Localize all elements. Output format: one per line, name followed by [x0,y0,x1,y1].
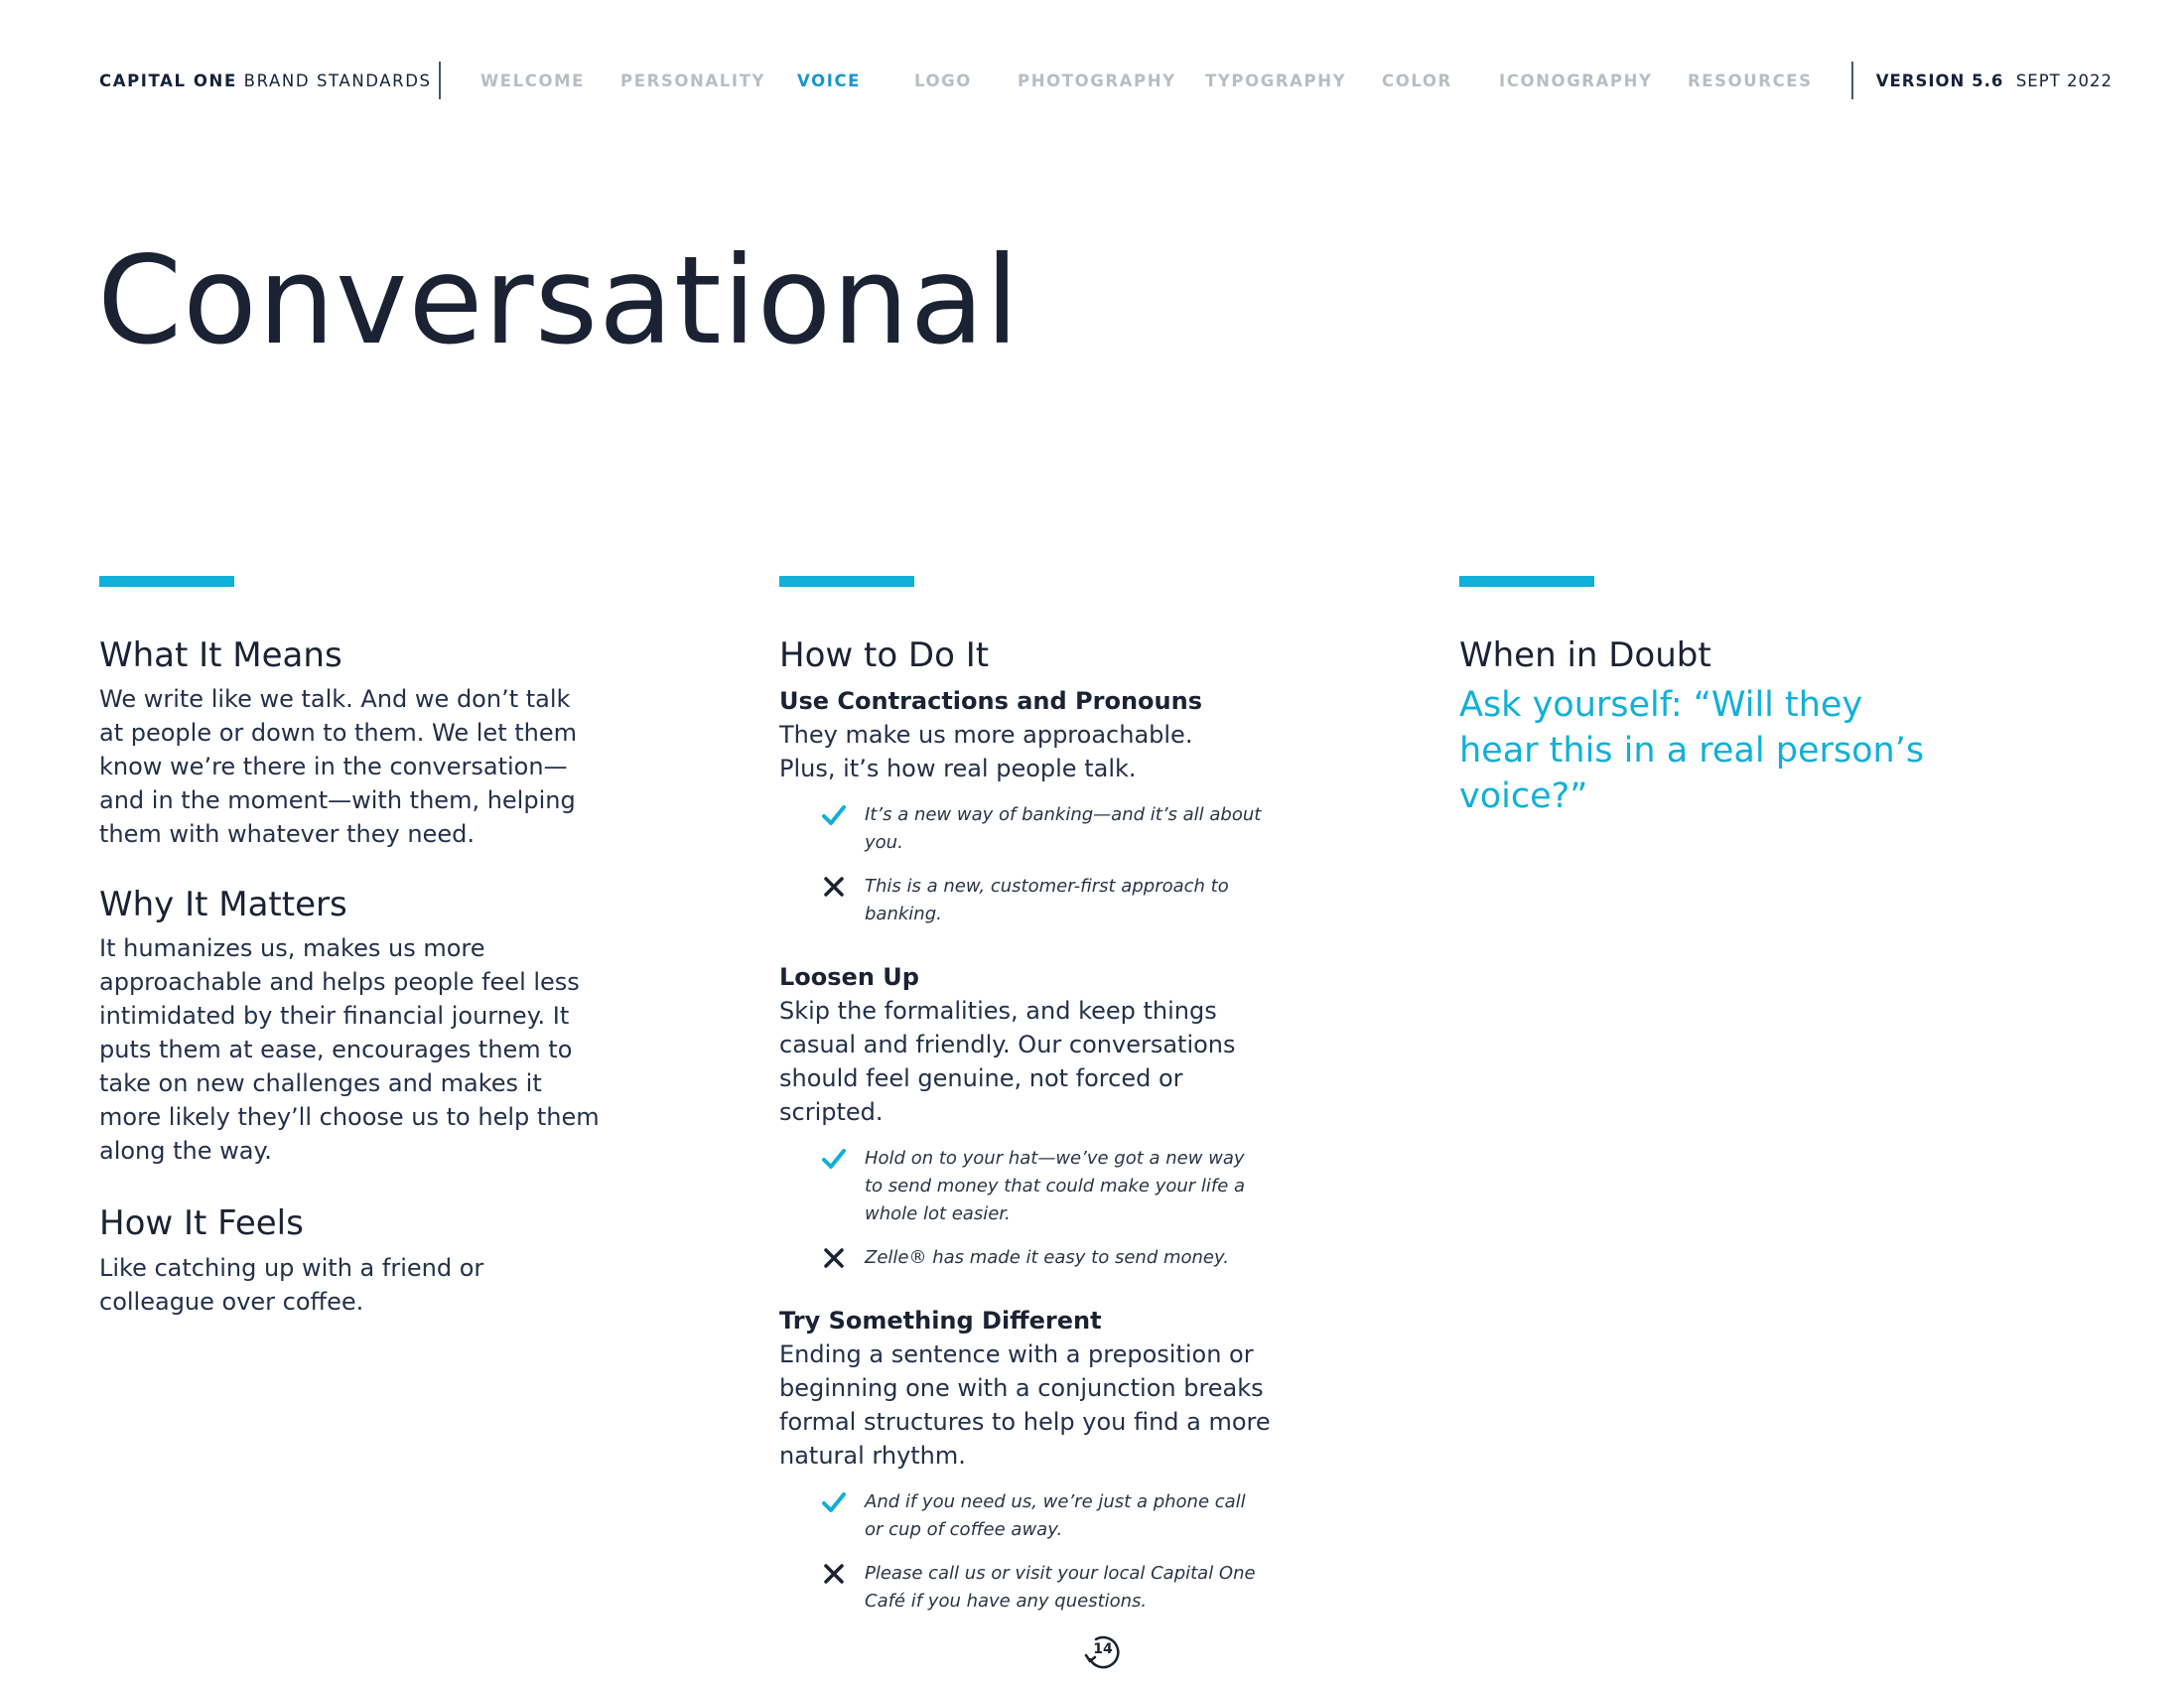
brand-name: CAPITAL ONE [99,71,237,90]
x-mark-icon [821,1244,847,1272]
column-what-it-means [99,576,615,1319]
page-title: Conversational [97,230,1021,371]
tip-body: They make us more approachable. Plus, it’s how real people talk. [779,720,1193,782]
nav-photography[interactable]: PHOTOGRAPHY [1018,71,1176,90]
nav-personality[interactable]: PERSONALITY [620,71,766,90]
dont-example-text: Zelle® has made it easy to send money. [865,1246,1229,1268]
header-divider-left [439,62,441,99]
tip-title: Try Something Different [779,1306,1102,1335]
accent-bar [99,576,234,587]
tip-title: Loosen Up [779,962,919,991]
nav-color[interactable]: COLOR [1382,71,1452,90]
do-example [779,801,1301,857]
brand-subtitle: BRAND STANDARDS [236,71,432,90]
version-label [1876,71,2113,90]
tip-block [779,960,1335,1272]
checkmark-icon [821,1488,847,1516]
do-example-text: Hold on to your hat—we’ve got a new way to send money that could make your life a whole lot easier. [865,1147,1246,1224]
when-in-doubt-heading: When in Doubt [1459,635,1711,675]
nav-resources[interactable]: RESOURCES [1688,71,1813,90]
what-it-means-heading: What It Means [99,635,342,675]
brand-title [99,71,432,90]
page-number-badge [1082,1631,1124,1673]
nav-welcome[interactable]: WELCOME [480,71,586,90]
nav-voice[interactable]: VOICE [797,71,862,90]
tip-block [779,684,1335,928]
do-example [779,1488,1252,1544]
what-it-means-body: We write like we talk. And we don’t talk at people or down to them. We let them know we’re there in the conversation—and in the moment—with them, helping them with whatever they need. [99,684,577,848]
dont-example-text: This is a new, customer-first approach to banking. [865,875,1229,924]
tip-title: Use Contractions and Pronouns [779,686,1202,715]
nav-logo[interactable]: LOGO [914,71,972,90]
nav-typography[interactable]: TYPOGRAPHY [1205,71,1347,90]
dont-example [779,873,1301,928]
top-header [99,60,2113,99]
why-it-matters-body: It humanizes us, makes us more approachable and helps people feel less intimidated by their financial journey. It puts them at ease, encourages them to take on new challenges and makes it more likely they’ll choose us to help them along the way. [99,933,600,1165]
how-it-feels-body: Like catching up with a friend or colleague over coffee. [99,1254,484,1317]
column-when-in-doubt [1459,576,1976,819]
nav-iconography[interactable]: ICONOGRAPHY [1499,71,1653,90]
header-divider-right [1851,62,1853,99]
tip-block [779,1304,1335,1616]
column-how-to-do-it [779,576,1335,1616]
tip-body: Ending a sentence with a preposition or beginning one with a conjunction breaks formal structures to help you find a more natural rhythm. [779,1339,1271,1470]
accent-bar [1459,576,1594,587]
how-it-feels-heading: How It Feels [99,1202,304,1243]
why-it-matters-heading: Why It Matters [99,884,347,924]
version-number: VERSION 5.6 [1875,71,2004,90]
checkmark-icon [821,801,847,829]
do-example-text: And if you need us, we’re just a phone call or cup of coffee away. [865,1490,1246,1540]
accent-bar [779,576,914,587]
tip-body: Skip the formalities, and keep things casual and friendly. Our conversations should feel genuine, not forced or scripted. [779,996,1236,1126]
how-to-do-it-heading: How to Do It [779,635,990,675]
x-mark-icon [821,1560,847,1588]
do-example-text: It’s a new way of banking—and it’s all about you. [865,803,1262,853]
dont-example-text: Please call us or visit your local Capital One Café if you have any questions. [865,1562,1256,1612]
page-number: 14 [1093,1641,1113,1657]
x-mark-icon [821,873,847,901]
dont-example [779,1244,1301,1272]
checkmark-icon [821,1145,847,1173]
version-date: SEPT 2022 [2003,71,2113,90]
when-in-doubt-quote: Ask yourself: “Will they hear this in a real person’s voice?” [1459,684,1925,816]
dont-example [779,1560,1262,1616]
do-example [779,1145,1262,1228]
